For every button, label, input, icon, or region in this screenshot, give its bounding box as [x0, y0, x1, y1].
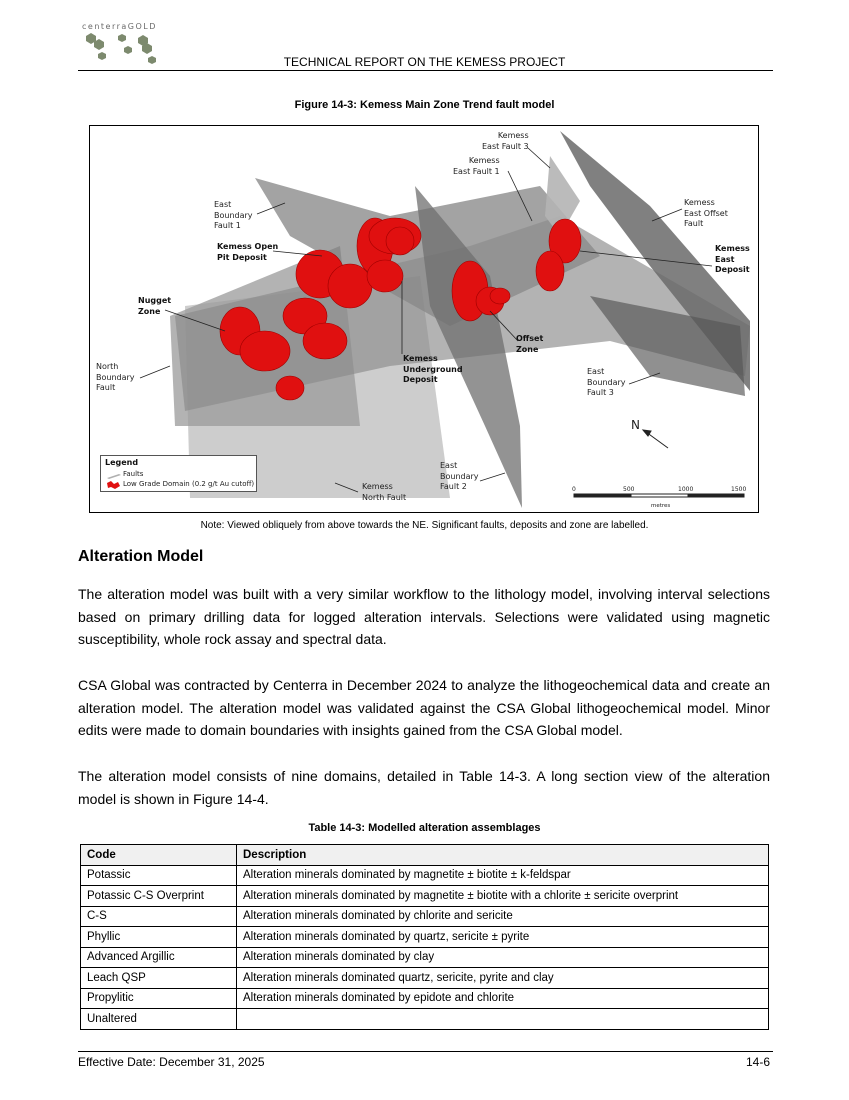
paragraph-1: The alteration model was built with a very similar workflow to the lithology model, involving interval selections based on primary drilling data for logged alteration intervals. Selections were validated using magnetic susceptibility, whole rock assay and spectral data.: [78, 586, 770, 647]
cell-description: Alteration minerals dominated by chlorite and sericite: [237, 906, 769, 927]
alteration-table: [80, 844, 769, 1030]
figure-caption: Figure 14-3: Kemess Main Zone Trend fault model: [294, 99, 555, 111]
table-row: [81, 1009, 769, 1030]
scale-tick-1500: 1500: [731, 486, 747, 493]
cell-description: Alteration minerals dominated by quartz, sericite ± pyrite: [237, 927, 769, 948]
figure-note: Note: Viewed obliquely from above towards the NE. Significant faults, deposits and zone are labelled.: [200, 520, 649, 531]
cell-description: [237, 1009, 769, 1030]
table-caption: Table 14-3: Modelled alteration assemblages: [308, 822, 541, 834]
column-header-description: Description: [237, 845, 769, 866]
label-kemess-north-fault: Kemess North Fault: [362, 482, 407, 502]
label-offset-zone: Offset Zone: [516, 334, 544, 354]
label-kemess-east-deposit: Kemess East Deposit: [715, 244, 750, 274]
legend-title: Legend: [105, 458, 139, 467]
cell-code: Unaltered: [81, 1009, 237, 1030]
label-east-boundary-fault-1: East Boundary Fault 1: [214, 200, 253, 230]
legend-low-grade: Low Grade Domain (0.2 g/t Au cutoff): [123, 480, 255, 488]
footer-divider: [78, 1051, 773, 1052]
cell-code: Leach QSP: [81, 968, 237, 989]
cell-description: Alteration minerals dominated by magnetite ± biotite with a chlorite ± sericite overprint: [237, 886, 769, 907]
legend-swatches: [106, 471, 122, 491]
deposit-swatch-icon: [107, 481, 120, 489]
table-row: [81, 865, 769, 886]
scale-tick-1000: 1000: [678, 486, 694, 493]
label-east-boundary-fault-2: East Boundary Fault 2: [440, 461, 479, 491]
table-row: [81, 886, 769, 907]
table-row: [81, 947, 769, 968]
scale-tick-0: 0: [572, 486, 576, 493]
legend-faults: Faults: [123, 470, 144, 478]
table-row: [81, 906, 769, 927]
fault-model-figure: [89, 125, 759, 513]
north-arrow-icon: [643, 430, 668, 448]
company-logo-text: centerraGOLD: [82, 22, 157, 31]
figure-legend: [100, 455, 257, 492]
fault-swatch-icon: [107, 474, 121, 479]
scale-tick-500: 500: [623, 486, 635, 493]
north-label: N: [631, 418, 640, 432]
table-row: [81, 988, 769, 1009]
table-row: [81, 927, 769, 948]
table-header-row: [81, 845, 769, 866]
paragraph-2: CSA Global was contracted by Centerra in December 2024 to analyze the lithogeochemical data and create an alteration model. The alteration model was validated against the CSA Global lithogeochemical model. Minor edits were made to domain boundaries with insights gained from the CSA Global model.: [78, 677, 770, 738]
underground-body: [367, 260, 403, 292]
cell-code: Potassic C-S Overprint: [81, 886, 237, 907]
cell-code: Propylitic: [81, 988, 237, 1009]
label-kemess-east-fault-3: Kemess East Fault 3: [482, 131, 529, 151]
column-header-code: Code: [81, 845, 237, 866]
table-row: [81, 968, 769, 989]
cell-code: Potassic: [81, 865, 237, 886]
scale-bar: [574, 494, 744, 497]
label-nugget-zone: Nugget Zone: [138, 296, 172, 316]
section-heading: Alteration Model: [78, 548, 204, 565]
cell-code: Advanced Argillic: [81, 947, 237, 968]
cell-description: Alteration minerals dominated quartz, sericite, pyrite and clay: [237, 968, 769, 989]
label-kemess-underground: Kemess Underground Deposit: [403, 354, 463, 384]
cell-code: Phyllic: [81, 927, 237, 948]
cell-description: Alteration minerals dominated by clay: [237, 947, 769, 968]
effective-date: Effective Date: December 31, 2025: [78, 1055, 265, 1069]
header-divider: [78, 70, 773, 71]
paragraph-3: The alteration model consists of nine domains, detailed in Table 14-3. A long section view of the alteration model is shown in Figure 14-4.: [78, 768, 770, 807]
cell-description: Alteration minerals dominated by magnetite ± biotite ± k-feldspar: [237, 865, 769, 886]
page-number: 14-6: [745, 1055, 770, 1069]
label-east-boundary-fault-3: East Boundary Fault 3: [587, 367, 626, 397]
scale-unit: metres: [651, 503, 671, 509]
label-kemess-east-fault-1: Kemess East Fault 1: [453, 156, 500, 176]
cell-code: C-S: [81, 906, 237, 927]
label-kemess-east-offset-fault: Kemess East Offset Fault: [684, 198, 728, 228]
label-kemess-open-pit: Kemess Open Pit Deposit: [217, 242, 279, 262]
label-north-boundary-fault: North Boundary Fault: [96, 362, 135, 392]
report-title: TECHNICAL REPORT ON THE KEMESS PROJECT: [283, 55, 566, 69]
cell-description: Alteration minerals dominated by epidote and chlorite: [237, 988, 769, 1009]
